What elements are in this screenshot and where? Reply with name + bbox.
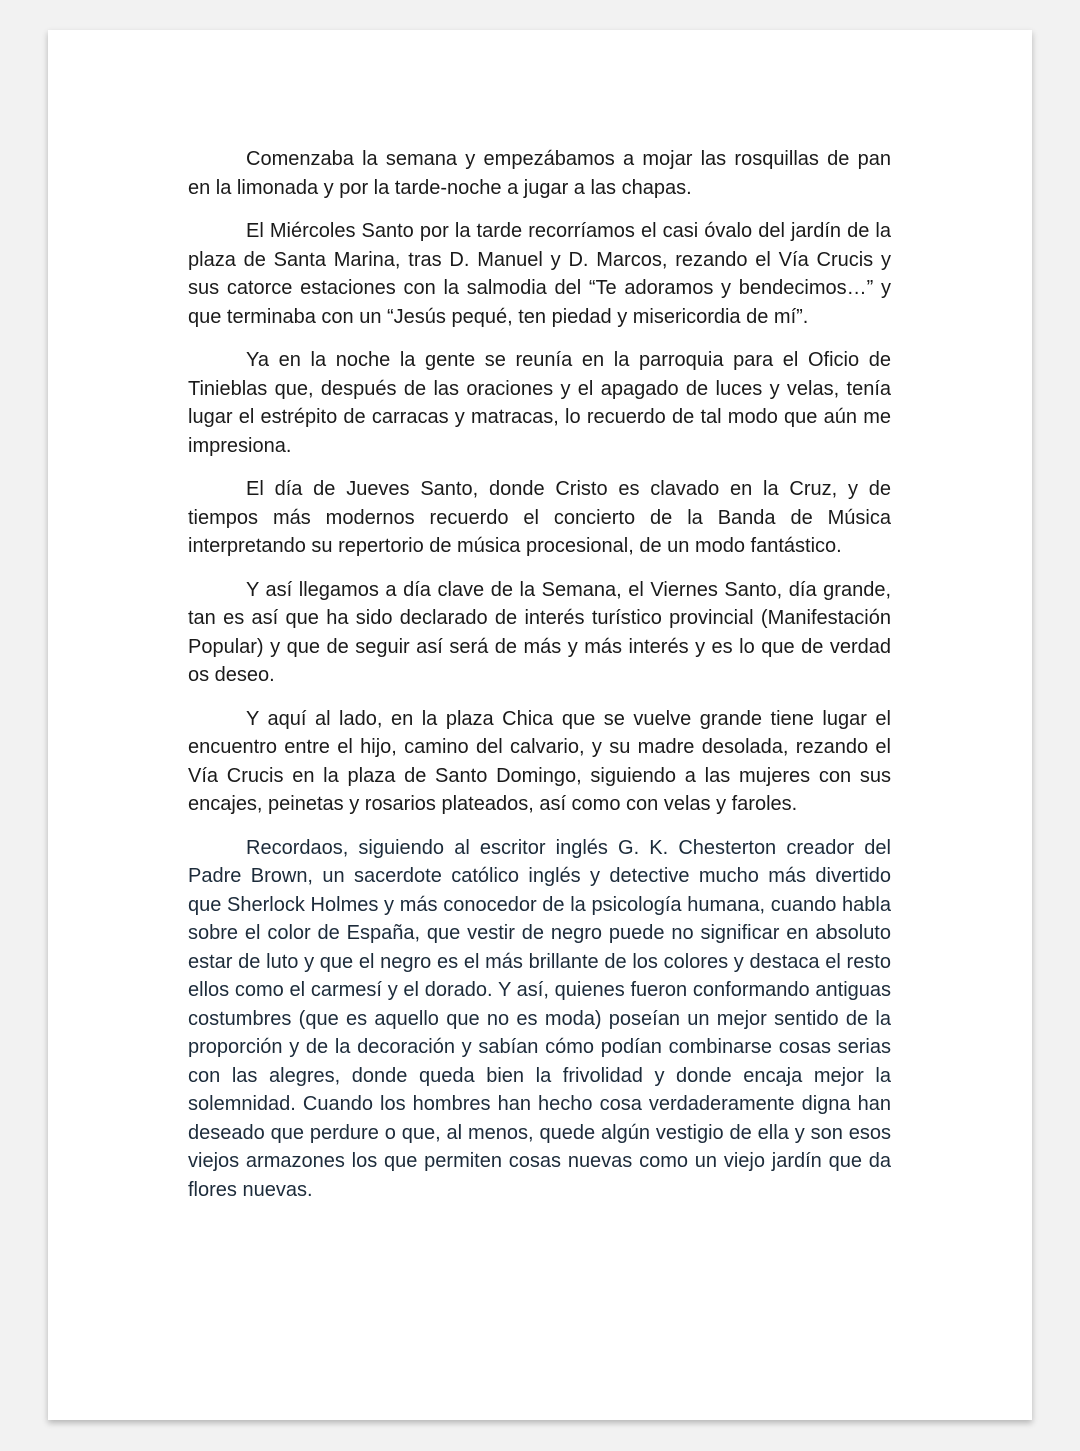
paragraph-5: Y así llegamos a día clave de la Semana, el Viernes Santo, día grande, tan es así que ha sido declarado de interés turístico provincial (Manifestación Popular) y que de seguir así será de más y más interés y es lo que de verdad os deseo. bbox=[188, 578, 891, 686]
paragraph-6: Y aquí al lado, en la plaza Chica que se vuelve grande tiene lugar el encuentro entre el hijo, camino del calvario, y su madre desolada, rezando el Vía Crucis en la plaza de Santo Domingo, siguiendo a las mujeres con sus encajes, peinetas y rosarios plateados, así como con velas y faroles. bbox=[188, 707, 891, 815]
paragraph-1: Comenzaba la semana y empezábamos a mojar las rosquillas de pan en la limonada y por la tarde-noche a jugar a las chapas. bbox=[188, 148, 891, 199]
document-page bbox=[48, 30, 1032, 1420]
paragraph-2: El Miércoles Santo por la tarde recorríamos el casi óvalo del jardín de la plaza de Santa Marina, tras D. Manuel y D. Marcos, rezando el Vía Crucis y sus catorce estaciones con la salmodia del “Te adoramos y bendecimos…” y que terminaba con un “Jesús pequé, ten piedad y misericordia de mí”. bbox=[188, 220, 891, 328]
paragraph-4: El día de Jueves Santo, donde Cristo es clavado en la Cruz, y de tiempos más modernos recuerdo el concierto de la Banda de Música interpretando su repertorio de música procesional, de un modo fantástico. bbox=[188, 478, 891, 557]
paragraph-7: Recordaos, siguiendo al escritor inglés G. K. Chesterton creador del Padre Brown, un sacerdote católico inglés y detective mucho más divertido que Sherlock Holmes y más conocedor de la psicología humana, cuando habla sobre el color de España, que vestir de negro puede no significar en absoluto estar de luto y que el negro es el más brillante de los colores y destaca el resto ellos como el carmesí y el dorado. Y así, quienes fueron conformando antiguas costumbres (que es aquello que no es moda) poseían un mejor sentido de la proporción y de la decoración y sabían cómo podían combinarse cosas serias con las alegres, donde queda bien la frivolidad y donde encaja mejor la solemnidad. Cuando los hombres han hecho cosa verdaderamente digna han deseado que perdure o que, al menos, quede algún vestigio de ella y son esos viejos armazones los que permiten cosas nuevas como un viejo jardín que da flores nuevas. bbox=[188, 836, 891, 1201]
paragraph-3: Ya en la noche la gente se reunía en la parroquia para el Oficio de Tinieblas que, después de las oraciones y el apagado de luces y velas, tenía lugar el estrépito de carracas y matracas, lo recuerdo de tal modo que aún me impresiona. bbox=[188, 349, 891, 457]
page-text bbox=[188, 145, 891, 1219]
